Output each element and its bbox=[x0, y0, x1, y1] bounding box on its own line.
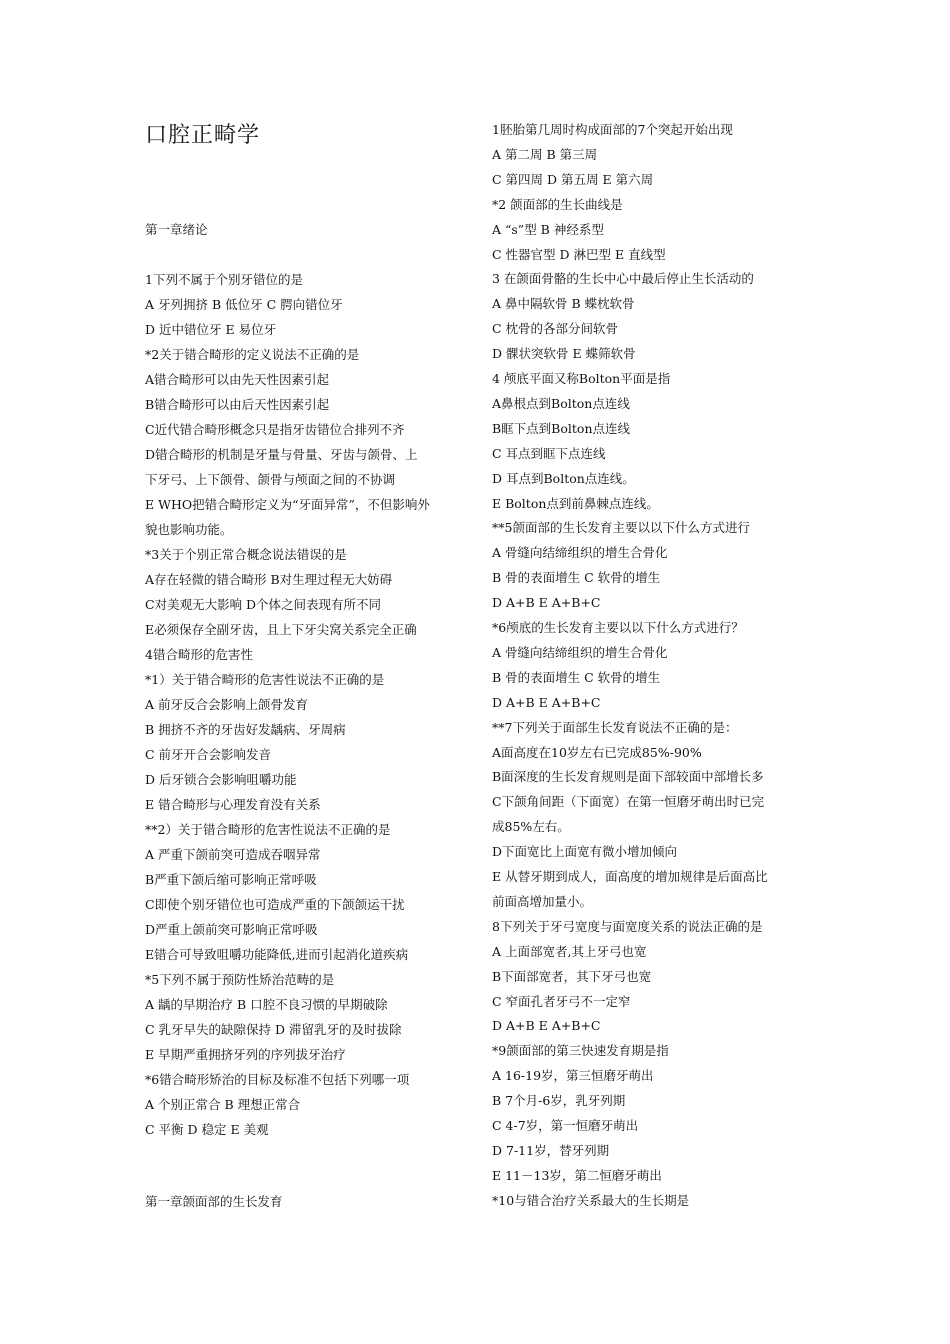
right-column-line: C 耳点到眶下点连线 bbox=[492, 445, 606, 461]
left-column-line: C 平衡 D 稳定 E 美观 bbox=[145, 1122, 269, 1137]
right-column-line: *10与错合治疗关系最大的生长期是 bbox=[492, 1192, 690, 1208]
right-column-line: B 7个月-6岁，乳牙列期 bbox=[492, 1093, 626, 1109]
left-column-line: E错合可导致咀嚼功能降低,进而引起消化道疾病 bbox=[145, 947, 409, 962]
right-column-line: A 骨缝向结缔组织的增生合骨化 bbox=[492, 644, 668, 660]
left-column-line: D严重上颌前突可影响正常呼吸 bbox=[145, 922, 318, 937]
left-column-line: *2关于错合畸形的定义说法不正确的是 bbox=[145, 347, 360, 362]
left-column-line: D 后牙锁合会影响咀嚼功能 bbox=[145, 772, 297, 787]
document-title: 口腔正畸学 bbox=[145, 123, 261, 148]
left-column-line: A错合畸形可以由先天性因素引起 bbox=[145, 372, 330, 387]
left-column-line: C 乳牙早失的缺隙保持 D 滞留乳牙的及时拔除 bbox=[145, 1022, 402, 1037]
left-column-line: C即使个别牙错位也可造成严重的下颌颌运干扰 bbox=[145, 897, 405, 912]
right-column-line: D 髁状突软骨 E 蝶筛软骨 bbox=[492, 346, 636, 362]
right-column-line: C 4-7岁，第一恒磨牙萌出 bbox=[492, 1118, 639, 1133]
left-column-line: 下牙弓、上下颌骨、颌骨与颅面之间的不协调 bbox=[145, 472, 396, 487]
right-column-line: 1胚胎第几周时构成面部的7个突起开始出现 bbox=[492, 122, 733, 137]
right-column-line: D 耳点到Bolton点连线。 bbox=[492, 470, 635, 486]
right-column-line: C 第四周 D 第五周 E 第六周 bbox=[492, 171, 654, 187]
right-column-line: B眶下点到Bolton点连线 bbox=[492, 420, 630, 436]
right-column-line: B下面部宽者，其下牙弓也宽 bbox=[492, 968, 652, 984]
right-column-line: D A+B E A+B+C bbox=[492, 595, 601, 611]
left-column-line: *3关于个别正常合概念说法错误的是 bbox=[145, 547, 347, 562]
right-column-line: E 从替牙期到成人，面高度的增加规律是后面高比 bbox=[492, 869, 768, 884]
right-column-line: C 枕骨的各部分间软骨 bbox=[492, 321, 619, 337]
left-column-line: A 个别正常合 B 理想正常合 bbox=[145, 1097, 301, 1112]
left-column-line: E 早期严重拥挤牙列的序列拔牙治疗 bbox=[145, 1047, 346, 1062]
left-column-line: 貌也影响功能。 bbox=[145, 522, 233, 537]
left-column-line: E WHO把错合畸形定义为“牙面异常”，不但影响外 bbox=[145, 497, 430, 512]
left-column-line: C对美观无大影响 D个体之间表现有所不同 bbox=[145, 597, 382, 612]
right-column-line: C 性器官型 D 淋巴型 E 直线型 bbox=[492, 246, 666, 262]
right-column-line: E Bolton点到前鼻棘点连线。 bbox=[492, 495, 659, 511]
right-column-line: C下颌角间距（下面宽）在第一恒磨牙萌出时已完 bbox=[492, 794, 765, 810]
left-column-line: 第一章绪论 bbox=[145, 222, 208, 237]
left-column-line: C近代错合畸形概念只是指牙齿错位合排列不齐 bbox=[145, 422, 405, 437]
left-column-line: B 拥挤不齐的牙齿好发龋病、牙周病 bbox=[145, 722, 346, 737]
right-column-line: B 骨的表面增生 C 软骨的增生 bbox=[492, 669, 661, 685]
left-column-line: *5下列不属于预防性矫治范畴的是 bbox=[145, 972, 335, 987]
right-column-line: D 7-11岁，替牙列期 bbox=[492, 1142, 610, 1158]
left-column-line: 4错合畸形的危害性 bbox=[145, 647, 253, 662]
left-column-line: B错合畸形可以由后天性因素引起 bbox=[145, 397, 330, 412]
left-column-line: A 前牙反合会影响上颌骨发育 bbox=[145, 697, 309, 712]
right-column-line: C 窄面孔者牙弓不一定窄 bbox=[492, 993, 631, 1009]
left-column-line: B严重下颌后缩可影响正常呼吸 bbox=[145, 872, 317, 887]
right-column-line: *9颌面部的第三快速发育期是指 bbox=[492, 1043, 669, 1059]
right-column-line: **5颌面部的生长发育主要以以下什么方式进行 bbox=[492, 520, 750, 536]
left-column-line: 1下列不属于个别牙错位的是 bbox=[145, 272, 303, 287]
right-column-line: 3 在颌面骨骼的生长中心中最后停止生长活动的 bbox=[492, 271, 754, 287]
right-column-line: A “s”型 B 神经系型 bbox=[492, 221, 604, 237]
left-column-line: **2）关于错合畸形的危害性说法不正确的是 bbox=[145, 822, 391, 837]
right-column-line: B 骨的表面增生 C 软骨的增生 bbox=[492, 570, 661, 586]
left-column-line: E必须保存全副牙齿，且上下牙尖窝关系完全正确 bbox=[145, 622, 417, 637]
right-column-line: A 第二周 B 第三周 bbox=[492, 146, 598, 162]
right-column-line: 前面高增加量小。 bbox=[492, 893, 593, 909]
left-column-line: E 错合畸形与心理发育没有关系 bbox=[145, 797, 321, 812]
right-column-line: E 11－13岁，第二恒磨牙萌出 bbox=[492, 1167, 662, 1183]
right-column-line: 8下列关于牙弓宽度与面宽度关系的说法正确的是 bbox=[492, 918, 763, 934]
right-column-line: A 骨缝向结缔组织的增生合骨化 bbox=[492, 545, 668, 561]
right-column-line: B面深度的生长发育规则是面下部较面中部增长多 bbox=[492, 769, 764, 785]
left-column-line: D 近中错位牙 E 易位牙 bbox=[145, 322, 277, 337]
left-column-line: A存在轻微的错合畸形 B对生理过程无大妨碍 bbox=[145, 572, 393, 587]
right-column-line: D A+B E A+B+C bbox=[492, 1018, 601, 1034]
right-column-line: **7下列关于面部生长发育说法不正确的是： bbox=[492, 719, 738, 735]
left-column-line: *1）关于错合畸形的危害性说法不正确的是 bbox=[145, 672, 385, 687]
left-column-line: A 龋的早期治疗 B 口腔不良习惯的早期破除 bbox=[145, 997, 388, 1012]
right-column-line: A 上面部宽者,其上牙弓也宽 bbox=[492, 943, 647, 959]
right-column-line: 4 颅底平面又称Bolton平面是指 bbox=[492, 371, 671, 386]
right-column-line: D A+B E A+B+C bbox=[492, 694, 601, 710]
left-column-line: C 前牙开合会影响发音 bbox=[145, 747, 272, 762]
left-column-line: 第一章颌面部的生长发育 bbox=[145, 1194, 283, 1209]
right-column-line: A 16-19岁，第三恒磨牙萌出 bbox=[492, 1068, 654, 1084]
left-column-line: A 牙列拥挤 B 低位牙 C 腭向错位牙 bbox=[145, 297, 343, 312]
right-column-line: *2 颌面部的生长曲线是 bbox=[492, 196, 623, 212]
left-column-line: D错合畸形的机制是牙量与骨量、牙齿与颌骨、上 bbox=[145, 447, 418, 462]
right-column-line: D下面宽比上面宽有微小增加倾向 bbox=[492, 844, 678, 860]
right-column-line: A 鼻中隔软骨 B 蝶枕软骨 bbox=[492, 296, 635, 312]
right-column-line: A面高度在10岁左右已完成85%-90% bbox=[492, 744, 702, 760]
right-column-line: 成85%左右。 bbox=[492, 819, 570, 835]
right-column-line: A鼻根点到Bolton点连线 bbox=[492, 395, 630, 411]
left-column-line: A 严重下颌前突可造成吞咽异常 bbox=[145, 847, 321, 862]
right-column-line: *6颅底的生长发育主要以以下什么方式进行？ bbox=[492, 620, 744, 635]
left-column-line: *6错合畸形矫治的目标及标准不包括下列哪一项 bbox=[145, 1072, 410, 1087]
